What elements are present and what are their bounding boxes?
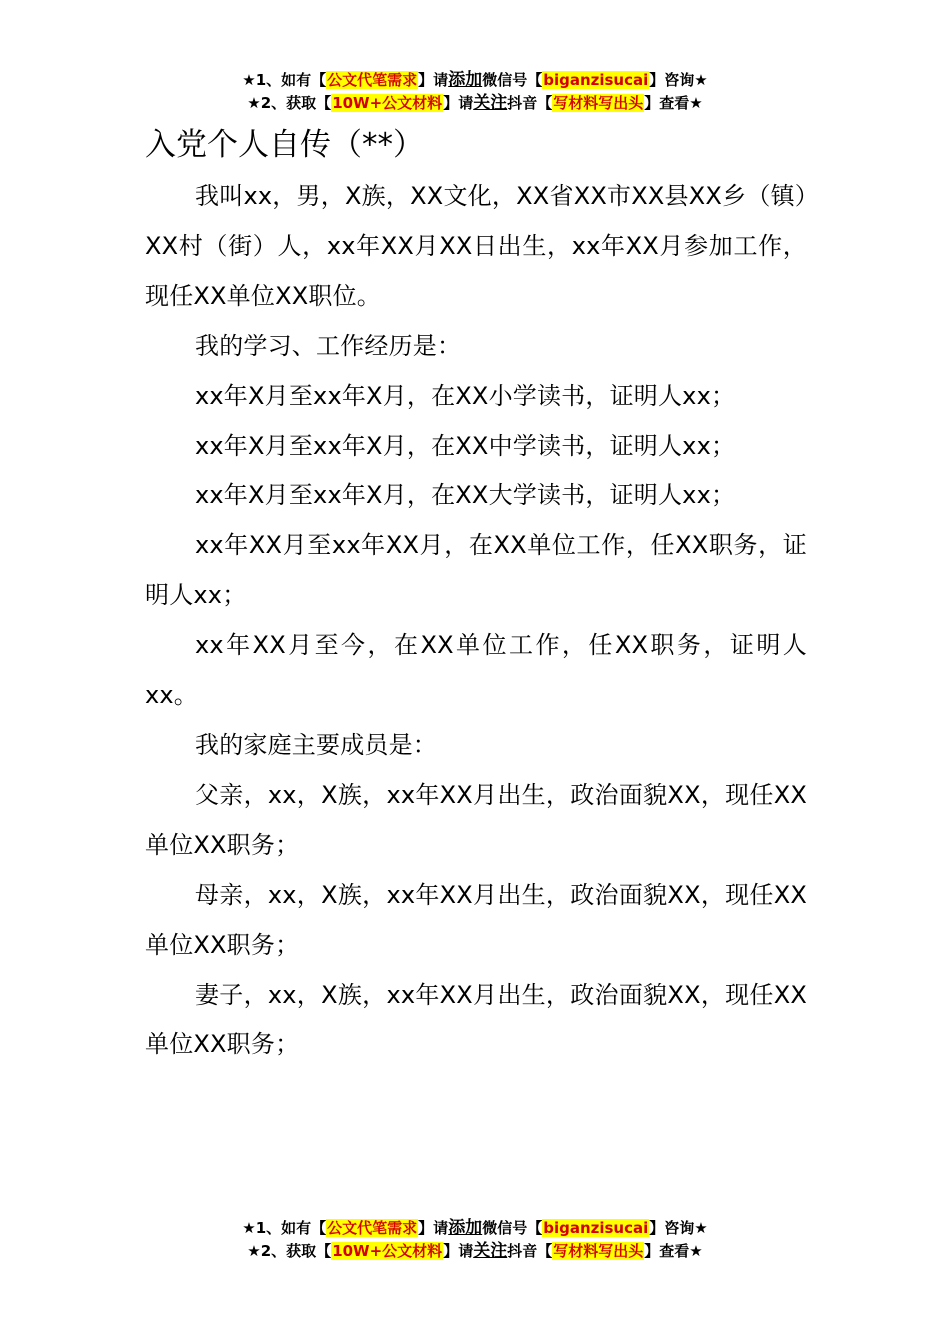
highlight-wechat-id: biganzisucai <box>543 71 649 89</box>
banner-text: 】请 <box>443 1242 474 1260</box>
paragraph-history-heading: 我的学习、工作经历是： <box>195 331 462 360</box>
paragraph-intro: 我叫xx，男，X族，XX文化，XX省XX市XX县XX乡（镇）XX村（街）人，xx年XX月XX日出生，xx年XX月参加工作，现任XX单位XX职位。 <box>145 182 807 310</box>
banner-line-1 <box>0 69 950 92</box>
banner-text: 】咨询★ <box>649 1219 708 1237</box>
highlight-douyin-account: 写材料写出头 <box>553 94 644 112</box>
banner-text: 微信号【 <box>482 71 543 89</box>
document-body <box>145 122 807 1070</box>
highlight-douyin-account: 写材料写出头 <box>553 1242 644 1260</box>
banner-text: 】查看★ <box>644 94 703 112</box>
banner-text: 】请 <box>418 71 449 89</box>
banner-text: 抖音【 <box>507 1242 553 1260</box>
banner-text: ★2、获取【 <box>247 1242 332 1260</box>
banner-line-2 <box>0 1240 950 1263</box>
document-title: 入党个人自传（**） <box>145 127 424 163</box>
paragraph-work-previous: xx年XX月至xx年XX月，在XX单位工作，任XX职务，证明人xx； <box>145 531 807 610</box>
banner-text: 抖音【 <box>507 94 553 112</box>
emphasis-follow: 关注 <box>473 93 508 113</box>
banner-text: 】查看★ <box>644 1242 703 1260</box>
banner-text: ★1、如有【 <box>242 71 327 89</box>
highlight-service: 公文代笔需求 <box>327 1219 418 1237</box>
banner-text: 微信号【 <box>482 1219 543 1237</box>
paragraph-middle-school: xx年X月至xx年X月，在XX中学读书，证明人xx； <box>195 431 736 460</box>
emphasis-add: 添加 <box>448 70 483 90</box>
banner-text: 】请 <box>418 1219 449 1237</box>
highlight-materials: 10W+公文材料 <box>332 1242 443 1260</box>
paragraph-wife: 妻子，xx，X族，xx年XX月出生，政治面貌XX，现任XX单位XX职务； <box>145 980 807 1059</box>
paragraph-primary-school: xx年X月至xx年X月，在XX小学读书，证明人xx； <box>195 381 736 410</box>
banner-text: ★1、如有【 <box>242 1219 327 1237</box>
highlight-wechat-id: biganzisucai <box>543 1219 649 1237</box>
emphasis-add: 添加 <box>448 1218 483 1238</box>
paragraph-family-heading: 我的家庭主要成员是： <box>195 730 437 759</box>
emphasis-follow: 关注 <box>473 1241 508 1261</box>
banner-text: 】咨询★ <box>649 71 708 89</box>
paragraph-university: xx年X月至xx年X月，在XX大学读书，证明人xx； <box>195 481 736 510</box>
banner-text: ★2、获取【 <box>247 94 332 112</box>
highlight-materials: 10W+公文材料 <box>332 94 443 112</box>
banner-text: 】请 <box>443 94 474 112</box>
banner-line-1 <box>0 1217 950 1240</box>
paragraph-mother: 母亲，xx，X族，xx年XX月出生，政治面貌XX，现任XX单位XX职务； <box>145 880 807 959</box>
paragraph-work-current: xx年XX月至今，在XX单位工作，任XX职务，证明人xx。 <box>145 631 807 710</box>
highlight-service: 公文代笔需求 <box>327 71 418 89</box>
footer-banner <box>0 1217 950 1263</box>
paragraph-father: 父亲，xx，X族，xx年XX月出生，政治面貌XX，现任XX单位XX职务； <box>145 780 807 859</box>
header-banner <box>0 69 950 115</box>
banner-line-2 <box>0 92 950 115</box>
